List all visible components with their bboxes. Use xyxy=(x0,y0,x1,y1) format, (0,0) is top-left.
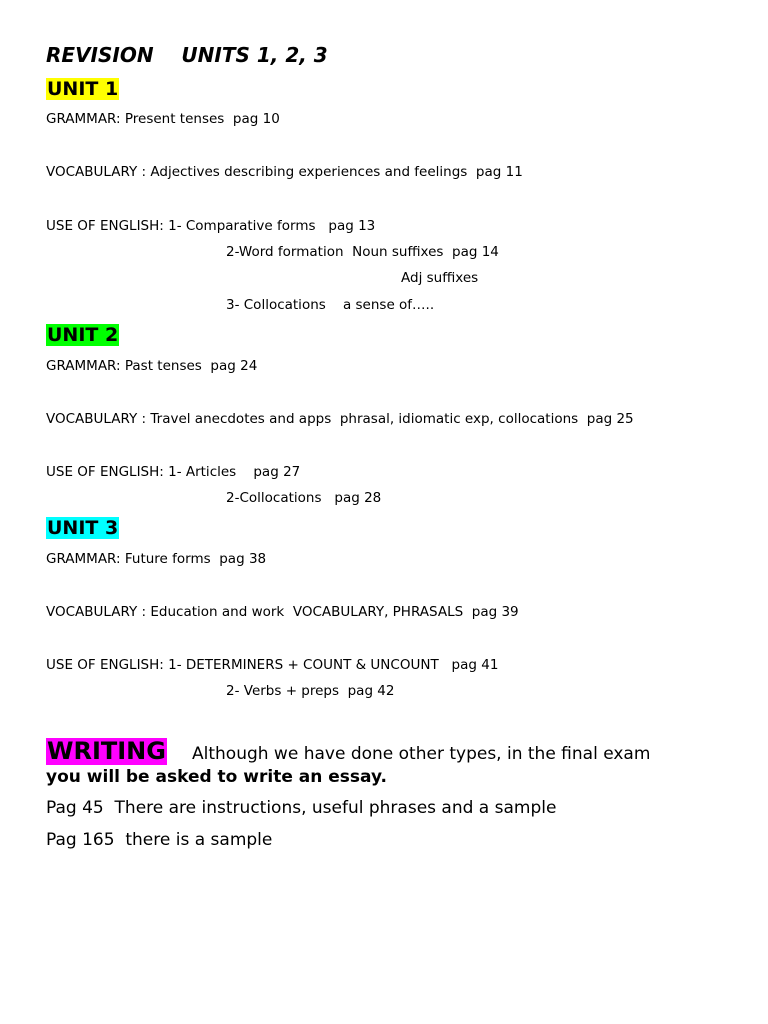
unit-3-heading: UNIT 3 xyxy=(47,517,119,539)
unit-1-uoe-collocations: 3- Collocations a sense of….. xyxy=(226,297,435,313)
unit-2-heading: UNIT 2 xyxy=(47,324,119,346)
unit-1-uoe-adj-suffixes: Adj suffixes xyxy=(401,270,479,286)
page-title: REVISION UNITS 1, 2, 3 xyxy=(46,43,328,67)
unit-2-uoe-collocations: 2-Collocations pag 28 xyxy=(226,490,382,506)
unit-1-use-of-english: USE OF ENGLISH: 1- Comparative forms pag 13 xyxy=(46,218,376,234)
unit-1-heading: UNIT 1 xyxy=(47,78,119,100)
writing-line-pag-45: Pag 45 There are instructions, useful phrases and a sample xyxy=(46,798,557,818)
writing-intro: Although we have done other types, in the final exam xyxy=(192,744,651,764)
unit-3-vocabulary: VOCABULARY : Education and work VOCABULARY, PHRASALS pag 39 xyxy=(46,604,519,620)
writing-heading: WRITING xyxy=(47,737,166,765)
writing-intro-bold: you will be asked to write an essay. xyxy=(46,767,387,787)
unit-2-use-of-english: USE OF ENGLISH: 1- Articles pag 27 xyxy=(46,464,301,480)
unit-3-uoe-verbs-preps: 2- Verbs + preps pag 42 xyxy=(226,683,395,699)
writing-line-pag-165: Pag 165 there is a sample xyxy=(46,830,273,850)
unit-2-vocabulary: VOCABULARY : Travel anecdotes and apps phrasal, idiomatic exp, collocations pag 25 xyxy=(46,411,634,427)
unit-3-grammar: GRAMMAR: Future forms pag 38 xyxy=(46,551,267,567)
unit-2-grammar: GRAMMAR: Past tenses pag 24 xyxy=(46,358,258,374)
unit-1-grammar: GRAMMAR: Present tenses pag 10 xyxy=(46,111,280,127)
unit-3-use-of-english: USE OF ENGLISH: 1- DETERMINERS + COUNT & UNCOUNT pag 41 xyxy=(46,657,499,673)
unit-1-uoe-word-formation: 2-Word formation Noun suffixes pag 14 xyxy=(226,244,499,260)
unit-1-vocabulary: VOCABULARY : Adjectives describing experiences and feelings pag 11 xyxy=(46,164,523,180)
